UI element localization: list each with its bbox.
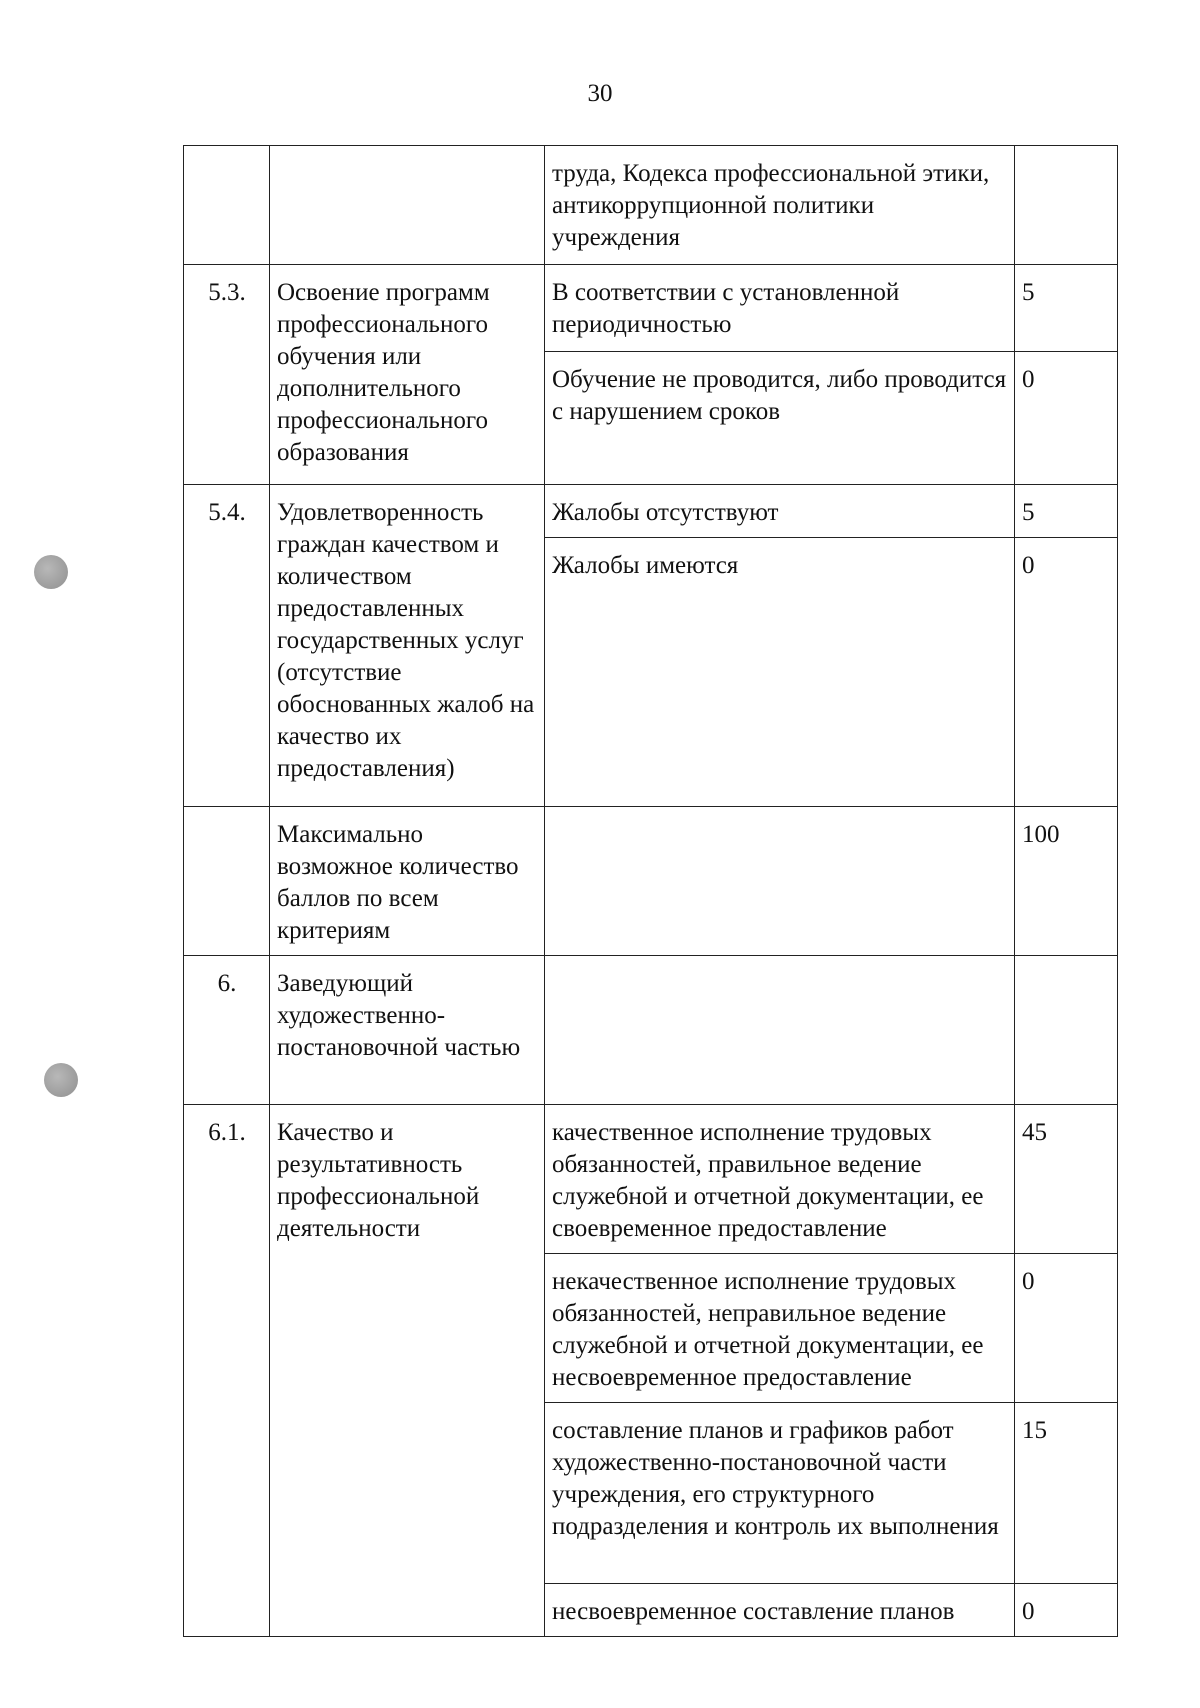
table-row [184, 146, 1118, 265]
points-value: 0 [1015, 352, 1118, 485]
condition-text: составление планов и графиков работ художественно-постановочной части учреждения, его структурного подразделения и контроль их выполнения [545, 1403, 1015, 1584]
criterion-number [184, 146, 270, 265]
points-value: 0 [1015, 1584, 1118, 1637]
criterion-number: 5.3. [184, 265, 270, 485]
criterion-name: Максимально возможное количество баллов по всем критериям [270, 807, 545, 956]
condition-text: несвоевременное составление планов [545, 1584, 1015, 1637]
table-row [184, 1105, 1118, 1254]
points-value [1015, 956, 1118, 1105]
points-value: 5 [1015, 485, 1118, 538]
condition-text: Жалобы имеются [545, 538, 1015, 807]
criterion-number: 6.1. [184, 1105, 270, 1637]
criterion-name: Освоение программ профессионального обучения или дополнительного профессионального образования [270, 265, 545, 485]
criterion-name: Заведующий художественно-постановочной частью [270, 956, 545, 1105]
criterion-number: 5.4. [184, 485, 270, 807]
condition-text: Обучение не проводится, либо проводится с нарушением сроков [545, 352, 1015, 485]
criterion-number: 6. [184, 956, 270, 1105]
page-number: 30 [587, 80, 613, 107]
condition-text: Жалобы отсутствуют [545, 485, 1015, 538]
condition-text [545, 956, 1015, 1105]
points-value: 100 [1015, 807, 1118, 956]
condition-text: некачественное исполнение трудовых обязанностей, неправильное ведение служебной и отчетной документации, ее несвоевременное предоставление [545, 1254, 1015, 1403]
points-value: 5 [1015, 265, 1118, 352]
criterion-number [184, 807, 270, 956]
table-row [184, 807, 1118, 956]
criterion-name [270, 146, 545, 265]
criterion-name: Удовлетворенность граждан качеством и количеством предоставленных государственных услуг (отсутствие обоснованных жалоб на качество их предоставления) [270, 485, 545, 807]
criterion-name: Качество и результативность профессиональной деятельности [270, 1105, 545, 1637]
condition-text: труда, Кодекса профессиональной этики, антикоррупционной политики учреждения [545, 146, 1015, 265]
points-value [1015, 146, 1118, 265]
points-value: 45 [1015, 1105, 1118, 1254]
punch-hole-lower [44, 1063, 78, 1097]
points-value: 0 [1015, 1254, 1118, 1403]
punch-hole-upper [34, 555, 68, 589]
table-row [184, 956, 1118, 1105]
table-row [184, 485, 1118, 538]
table-row [184, 265, 1118, 352]
points-value: 15 [1015, 1403, 1118, 1584]
condition-text: В соответствии с установленной периодичностью [545, 265, 1015, 352]
condition-text: качественное исполнение трудовых обязанностей, правильное ведение служебной и отчетной документации, ее своевременное предоставление [545, 1105, 1015, 1254]
points-value: 0 [1015, 538, 1118, 807]
criteria-table [183, 145, 1118, 1637]
condition-text [545, 807, 1015, 956]
